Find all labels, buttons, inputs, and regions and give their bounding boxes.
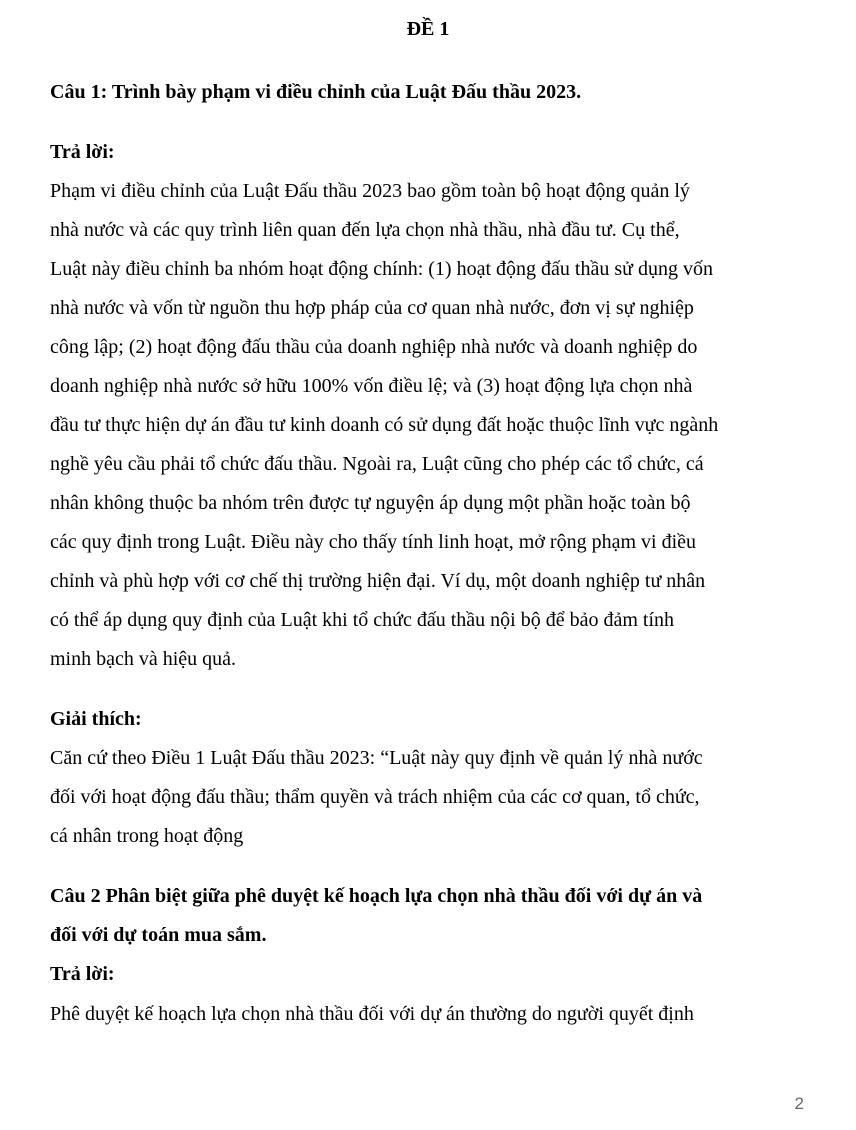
q1-answer-line: các quy định trong Luật. Điều này cho thấy tính linh hoạt, mở rộng phạm vi điều [50,531,696,553]
question-2-heading-cont: đối với dự toán mua sắm. [50,924,267,946]
q2-answer-line: Phê duyệt kế hoạch lựa chọn nhà thầu đối với dự án thường do người quyết định [50,1003,694,1025]
q1-answer-line: doanh nghiệp nhà nước sở hữu 100% vốn điều lệ; và (3) hoạt động lựa chọn nhà [50,375,693,397]
q1-answer-line: công lập; (2) hoạt động đấu thầu của doanh nghiệp nhà nước và doanh nghiệp do [50,336,698,358]
page-number: 2 [794,1094,804,1113]
q1-answer-line: Phạm vi điều chỉnh của Luật Đấu thầu 2023 bao gồm toàn bộ hoạt động quản lý [50,180,690,202]
q1-explain-line: Căn cứ theo Điều 1 Luật Đấu thầu 2023: “Luật này quy định về quản lý nhà nước [50,747,703,769]
q2-answer-label: Trả lời: [50,963,115,985]
q1-explain-line: đối với hoạt động đấu thầu; thẩm quyền và trách nhiệm của các cơ quan, tổ chức, [50,786,700,808]
q1-answer-line: có thể áp dụng quy định của Luật khi tổ chức đấu thầu nội bộ để bảo đảm tính [50,609,675,631]
q1-answer-label: Trả lời: [50,141,115,163]
q1-explain-line: cá nhân trong hoạt động [50,825,244,847]
question-1-heading: Câu 1: Trình bày phạm vi điều chỉnh của Luật Đấu thầu 2023. [50,81,582,103]
question-2-heading: Câu 2 Phân biệt giữa phê duyệt kế hoạch lựa chọn nhà thầu đối với dự án và [50,885,703,907]
q1-answer-line: minh bạch và hiệu quả. [50,648,237,670]
q1-answer-line: nghề yêu cầu phải tổ chức đấu thầu. Ngoài ra, Luật cũng cho phép các tổ chức, cá [50,453,704,475]
q1-answer-line: nhà nước và các quy trình liên quan đến lựa chọn nhà thầu, nhà đầu tư. Cụ thể, [50,219,680,241]
q1-answer-line: chỉnh và phù hợp với cơ chế thị trường hiện đại. Ví dụ, một doanh nghiệp tư nhân [50,570,706,592]
q1-answer-line: nhà nước và vốn từ nguồn thu hợp pháp của cơ quan nhà nước, đơn vị sự nghiệp [50,297,694,319]
q1-answer-line: Luật này điều chỉnh ba nhóm hoạt động chính: (1) hoạt động đấu thầu sử dụng vốn [50,258,713,280]
q1-explain-label: Giải thích: [50,708,142,730]
q1-answer-line: đầu tư thực hiện dự án đầu tư kinh doanh có sử dụng đất hoặc thuộc lĩnh vực ngành [50,414,719,436]
q1-answer-line: nhân không thuộc ba nhóm trên được tự nguyện áp dụng một phần hoặc toàn bộ [50,492,691,514]
document-title: ĐỀ 1 [406,18,450,40]
